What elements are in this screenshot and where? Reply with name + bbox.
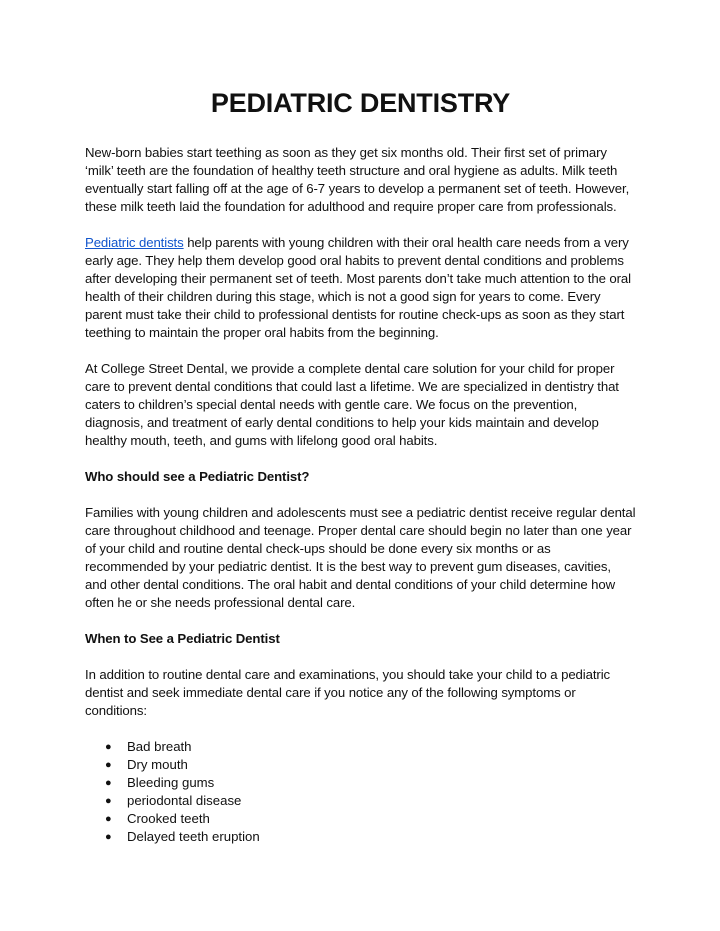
when-to-see-heading: When to See a Pediatric Dentist bbox=[85, 631, 280, 646]
symptom-label: periodontal disease bbox=[127, 793, 242, 808]
page-title: PEDIATRIC DENTISTRY bbox=[210, 88, 511, 118]
who-should-see-heading: Who should see a Pediatric Dentist? bbox=[85, 469, 310, 484]
symptom-label: Bad breath bbox=[127, 739, 192, 754]
bullet-icon: ● bbox=[105, 813, 112, 825]
list-item bbox=[105, 738, 636, 756]
symptom-label: Bleeding gums bbox=[127, 775, 215, 790]
bullet-icon: ● bbox=[105, 777, 112, 789]
list-item bbox=[105, 828, 636, 846]
pediatric-dentists-link[interactable]: Pediatric dentists bbox=[85, 235, 184, 250]
pediatric-dentists-paragraph-text: help parents with young children with their oral health care needs from a very early age. They help them develop good oral habits to prevent dental conditions and problems after developing their permanent set of teeth. Most parents don’t take much attention to the oral health of their children during this stage, which is not a good sign for years to come. Every parent must take their child to professional dentists for routine check-ups as soon as they start teething to maintain the proper oral habits from the beginning. bbox=[85, 235, 631, 340]
symptom-label: Dry mouth bbox=[127, 757, 188, 772]
list-item bbox=[105, 810, 636, 828]
symptoms-list bbox=[85, 738, 636, 846]
list-item bbox=[105, 756, 636, 774]
bullet-icon: ● bbox=[105, 831, 112, 843]
who-should-see-paragraph: Families with young children and adolescents must see a pediatric dentist receive regular dental care throughout childhood and teenage. Proper dental care should begin no later than one year of your child and routine dental check-ups should be done every six months or as recommended by your pediatric dentist. It is the best way to prevent gum diseases, cavities, and other dental conditions. The oral habit and dental conditions of your child determine how often he or she needs professional dental care. bbox=[85, 505, 636, 610]
list-item bbox=[105, 792, 636, 810]
symptom-label: Delayed teeth eruption bbox=[127, 829, 260, 844]
when-to-see-paragraph: In addition to routine dental care and examinations, you should take your child to a pediatric dentist and seek immediate dental care if you notice any of the following symptoms or conditions: bbox=[85, 667, 611, 718]
list-item bbox=[105, 774, 636, 792]
intro-paragraph: New-born babies start teething as soon as they get six months old. Their first set of primary ‘milk’ teeth are the foundation of healthy teeth structure and oral hygiene as adults. Milk teeth eventually start falling off at the age of 6-7 years to develop a permanent set of teeth. However, these milk teeth laid the foundation for adulthood and require proper care from professionals. bbox=[85, 145, 630, 214]
pediatric-dentists-paragraph bbox=[85, 234, 636, 342]
bullet-icon: ● bbox=[105, 741, 112, 753]
symptom-label: Crooked teeth bbox=[127, 811, 210, 826]
bullet-icon: ● bbox=[105, 795, 112, 807]
college-street-dental-paragraph: At College Street Dental, we provide a complete dental care solution for your child for proper care to prevent dental conditions that could last a lifetime. We are specialized in dentistry that caters to children’s special dental needs with gentle care. We focus on the prevention, diagnosis, and treatment of early dental conditions to help your kids maintain and develop healthy mouth, teeth, and gums with lifelong good oral habits. bbox=[85, 361, 619, 448]
bullet-icon: ● bbox=[105, 759, 112, 771]
